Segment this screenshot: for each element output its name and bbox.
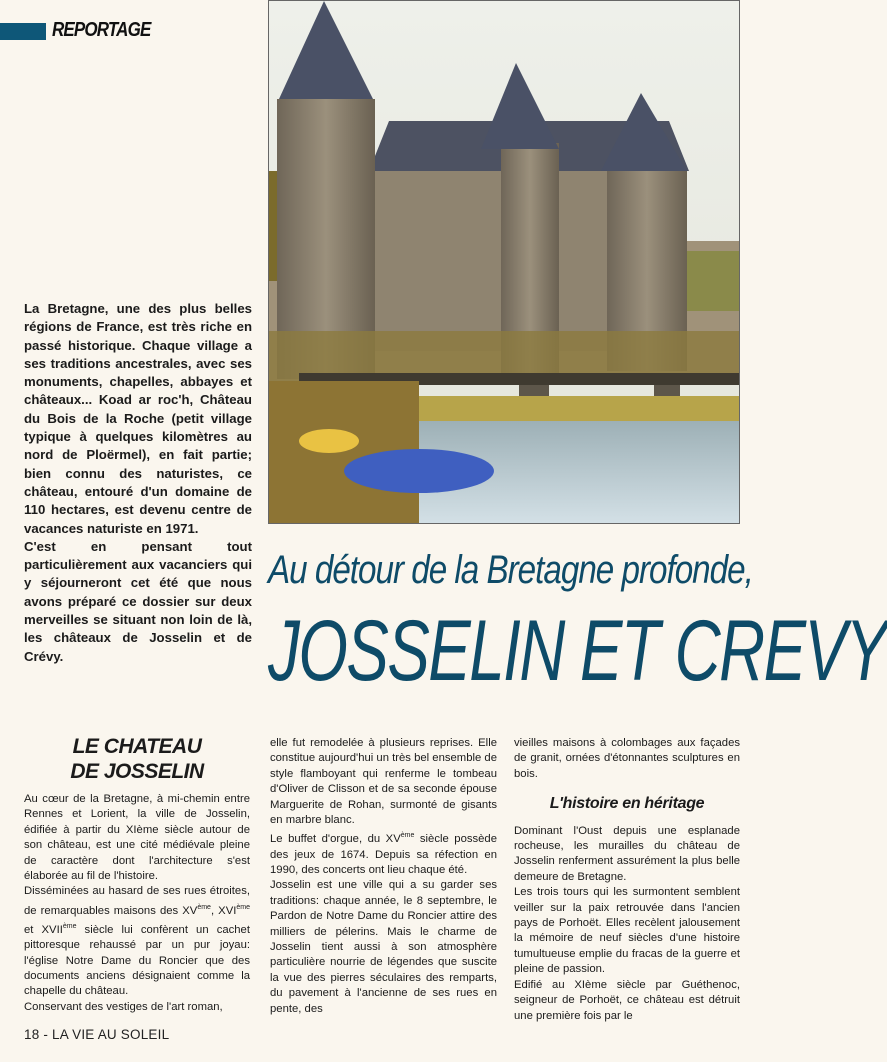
text-run: et XVII xyxy=(24,923,63,936)
body-paragraph: Josselin est une ville qui a su garder ses traditions: chaque année, le 8 septembre, le Pardon de Notre Dame du Roncier attire des milliers de pélerins. Mais le charme de Josselin tient aussi à son atmosphère particulière nourrie de légendes que suscite la vue des pierres séculaires des remparts, du pavement à l'ancienne de ses rues en pente, des xyxy=(270,879,497,1015)
headline xyxy=(268,544,887,700)
body-paragraph: vieilles maisons à colombages aux façades de granit, ornées d'étonnantes sculptures en bois. xyxy=(514,737,740,780)
body-paragraph: Dominant l'Oust depuis une esplanade rocheuse, les murailles du château de Josselin renferment assurément la plus belle demeure de Bretagne. xyxy=(514,824,740,883)
castle-photo xyxy=(268,0,740,524)
text-run: Disséminées au hasard de ses rues étroites, de remarquables maisons des XV xyxy=(24,885,250,917)
body-paragraph: Les trois tours qui les surmontent semblent veiller sur la paix retrouvée dans l'ancien pays de Porhoët. Elles recèlent jalousement la mémoire de neuf siècles d'une histoire tumultueuse emplie du fracas de la guerre et pleine de passion. xyxy=(514,886,740,976)
superscript: ème xyxy=(62,923,77,931)
body-paragraph xyxy=(24,884,250,999)
column-3 xyxy=(514,736,740,1024)
intro-paragraph: La Bretagne, une des plus belles régions de France, est très riche en passé historique. Chaque village a ses traditions ancestrales, avec ses monuments, chapelles, abbayes et châteaux... Koad ar roc'h, Château du Bois de la Roche (petit village typique à quelques kilomètres au nord de Ploërmel), en fait partie; bien connu des naturistes, ce château, entouré d'un domaine de 110 hectares, est devenu centre de vacances naturiste en 1971. xyxy=(24,301,252,536)
section-color-bar xyxy=(0,23,46,40)
column-2 xyxy=(270,736,497,1017)
section-title-line: DE JOSSELIN xyxy=(70,760,204,783)
headline-subtitle: Au détour de la Bretagne profonde, xyxy=(268,548,753,592)
blue-flowers xyxy=(344,449,494,493)
body-paragraph: Au cœur de la Bretagne, à mi-chemin entre Rennes et Lorient, la ville de Josselin, édifiée à partir du XIème siècle autour de son château, est une cité médiévale pleine de caractère dont l'architecture s'est élaborée au fil de l'histoire. xyxy=(24,793,250,883)
superscript: ème xyxy=(236,903,250,911)
superscript: ème xyxy=(400,832,415,840)
section-title-line: LE CHATEAU xyxy=(72,735,202,758)
superscript: ème xyxy=(197,903,211,911)
text-run: Le buffet d'orgue, du XV xyxy=(270,833,401,846)
body-paragraph: Conservant des vestiges de l'art roman, xyxy=(24,1000,223,1013)
yellow-flowers xyxy=(299,429,359,453)
body-paragraph xyxy=(270,828,497,878)
text-run: , XVI xyxy=(210,904,237,917)
body-paragraph: Edifié au XIème siècle par Guéthenoc, seigneur de Porhoët, ce château est détruit une première fois par le xyxy=(514,978,740,1022)
headline-title: JOSSELIN ET CREVY xyxy=(268,603,887,699)
section-label: REPORTAGE xyxy=(52,19,151,41)
trees-right xyxy=(679,251,739,311)
section-title-josselin xyxy=(24,734,250,784)
castle-photo-illustration xyxy=(269,1,739,523)
page-footer: 18 - LA VIE AU SOLEIL xyxy=(24,1027,170,1042)
intro-paragraph: C'est en pensant tout particulièrement aux vacanciers qui y séjourneront cet été que nous avons préparé ce dossier sur deux merveilles se situant non loin de là, les châteaux de Josselin et de Crévy. xyxy=(24,538,252,664)
text-run: siècle lui confèrent un cachet pittoresque rehaussé par un pur joyau: l'église Notre Dame du Roncier que des documents anciens désignaient comme la chapelle du château. xyxy=(24,923,250,998)
text-run: siècle possède des jeux de 1674. Depuis sa réfection en 1990, des concerts ont lieu chaque été. xyxy=(270,833,497,877)
section-title-heritage: L'histoire en héritage xyxy=(549,795,705,813)
body-paragraph: elle fut remodelée à plusieurs reprises. Elle constitue aujourd'hui un très bel ensemble de style flamboyant qui renferme le tombeau d'Oliver de Clisson et de sa seconde épouse Marguerite de Rohan, surmonté de gisants en marbre blanc. xyxy=(270,737,497,827)
column-1 xyxy=(24,792,250,1015)
intro-text xyxy=(24,300,252,666)
